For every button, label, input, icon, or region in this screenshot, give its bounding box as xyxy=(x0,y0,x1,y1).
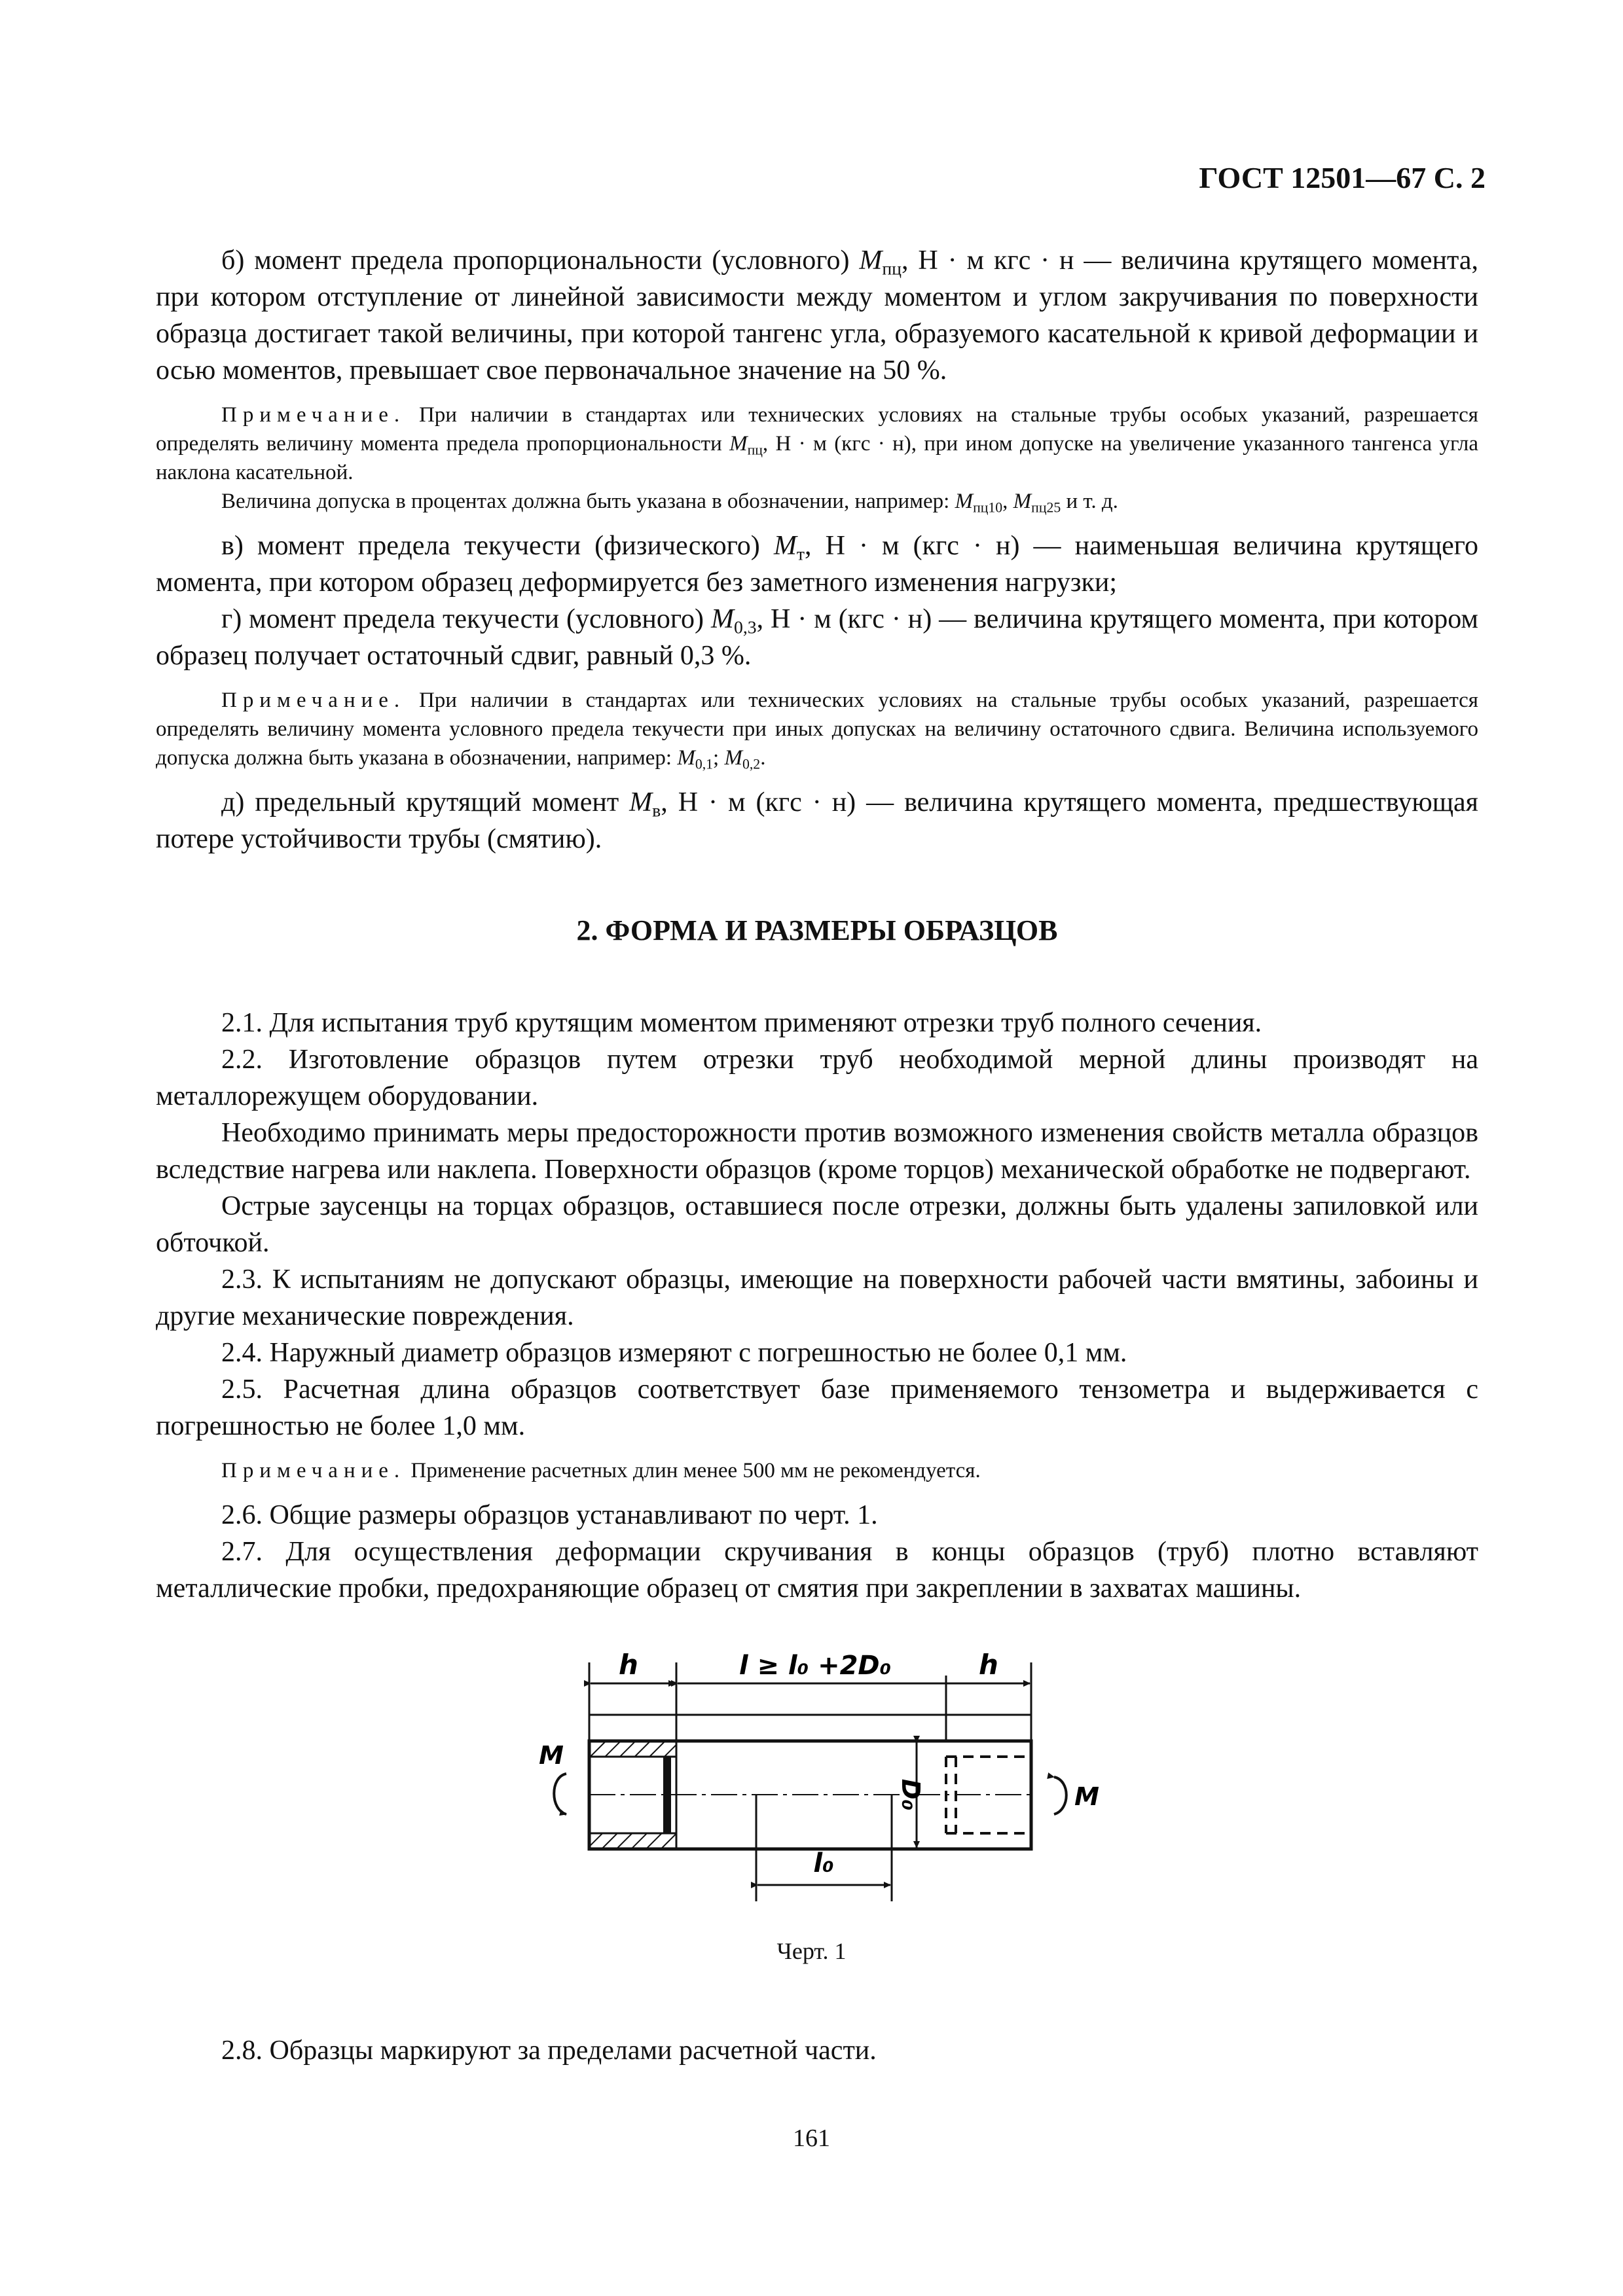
label-h-left: h xyxy=(619,1649,638,1681)
page-number: 161 xyxy=(793,2125,830,2152)
paragraph-2-1: 2.1. Для испытания труб крутящим моментом применяют отрезки труб полного сечения. xyxy=(221,1008,1262,1038)
paragraph-2-2-a: Необходимо принимать меры предосторожности против возможного изменения свойств металла образцов вследствие нагрева или наклепа. Поверхности образцов (кроме торцов) механической обработке не подвергают. xyxy=(156,1118,1478,1185)
paragraph-2-5: 2.5. Расчетная длина образцов соответствует базе применяемого тензометра и выдерживается с погрешностью не более 1,0 мм. xyxy=(156,1374,1478,1441)
paragraph-2-6: 2.6. Общие размеры образцов устанавливают по черт. 1. xyxy=(221,1500,878,1530)
label-m-right: M xyxy=(1074,1782,1099,1811)
paragraph-2-3: 2.3. К испытаниям не допускают образцы, имеющие на поверхности рабочей части вмятины, забоины и другие механические повреждения. xyxy=(156,1265,1478,1331)
paragraph-v: в) момент предела текучести (физического) $M_т$, Н · м (кгс · н) — наименьшая величина крутящего момента, при котором образец деформируется без заметного изменения нагрузки; xyxy=(156,531,1478,598)
paragraph-b: б) момент предела пропорциональности (условного) $M_{пц}$, Н · м кгс · н — величина крутящего момента, при котором отступление от линейной зависимости между моментом и углом закручивания по поверхности образца достигает такой величины, при которой тангенс угла, образуемого касательной к кривой деформации и осью моментов, превышает свое первоначальное значение на 50 %. xyxy=(156,245,1478,386)
paragraph-2-8: 2.8. Образцы маркируют за пределами расчетной части. xyxy=(221,2036,877,2066)
paragraph-g: г) момент предела текучести (условного) $M_{0,3}$, Н · м (кгс · н) — величина крутящего момента, при котором образец получает остаточный сдвиг, равный 0,3 %. xyxy=(156,604,1478,671)
label-l0: l₀ xyxy=(813,1848,834,1878)
page-header: ГОСТ 12501—67 С. 2 xyxy=(1199,161,1486,194)
paragraph-2-2: 2.2. Изготовление образцов путем отрезки труб необходимой мерной длины производят на металлорежущем оборудовании. xyxy=(156,1045,1478,1111)
specimen-drawing xyxy=(511,1643,1152,1924)
note-1: Примечание. При наличии в стандартах или технических условиях на стальные трубы особых указаний, разрешается определять величину момента предела пропорциональности $M_{пц}$, Н · м (кгс · н), при ином допуске на увеличение указанного тангенса угла наклона касательной. xyxy=(156,403,1478,484)
note-2: Примечание. При наличии в стандартах или технических условиях на стальные трубы особых указаний, разрешается определять величину момента условного предела текучести при иных допусках на величину остаточного сдвига. Величина используемого допуска должна быть указана в обозначении, например: $M_{0,1}$; $M_{0,2}$. xyxy=(156,689,1478,772)
paragraph-2-4: 2.4. Наружный диаметр образцов измеряют с погрешностью не более 0,1 мм. xyxy=(221,1338,1127,1368)
label-h-right: h xyxy=(979,1649,998,1681)
note-1-line2: Величина допуска в процентах должна быть указана в обозначении, например: $M_{пц10}$, $M_{пц25}$ и т. д. xyxy=(221,490,1118,516)
figure-caption: Черт. 1 xyxy=(776,1938,847,1964)
paragraph-2-2-b: Острые заусенцы на торцах образцов, оставшиеся после отрезки, должны быть удалены запиловкой или обточкой. xyxy=(156,1191,1478,1258)
body-text xyxy=(156,242,1478,1607)
label-d0: D₀ xyxy=(896,1778,925,1811)
paragraph-2-7: 2.7. Для осуществления деформации скручивания в концы образцов (труб) плотно вставляют металлические пробки, предохраняющие образец от смятия при закреплении в захватах машины. xyxy=(156,1537,1478,1604)
note-3: Примечание. Применение расчетных длин менее 500 мм не рекомендуется. xyxy=(221,1459,981,1482)
label-m-left: M xyxy=(539,1741,564,1770)
section-title: 2. ФОРМА И РАЗМЕРЫ ОБРАЗЦОВ xyxy=(576,914,1058,946)
paragraph-d: д) предельный крутящий момент $M_в$, Н · м (кгс · н) — величина крутящего момента, предшествующая потере устойчивости трубы (смятию). xyxy=(156,787,1478,854)
label-length: l ≥ l₀ +2D₀ xyxy=(739,1651,892,1681)
